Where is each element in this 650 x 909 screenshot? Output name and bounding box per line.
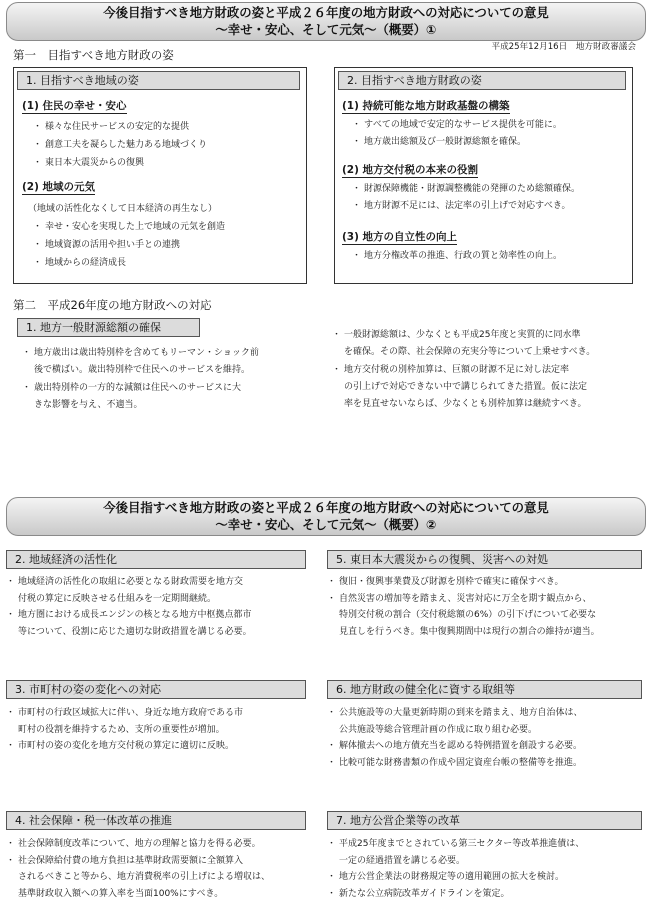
sub-regional-vitality: (2) 地域の元気	[22, 181, 96, 193]
s2-header: 2. 地域経済の活性化	[6, 550, 306, 569]
s7-body: ・ 平成25年度までとされている第三セクター等改革推進債は、 一定の経過措置を講じる必要。 ・ 地方公営企業法の財務規定等の適用範囲の拡大を検討。 ・ 新たな公立病院改革ガイドラインを策定。	[327, 839, 585, 899]
list-item: ・ 地方分権改革の推進、行政の質と効率性の向上。	[352, 248, 562, 265]
sub-local-autonomy: (3) 地方の自立性の向上	[342, 231, 458, 243]
s6-header: 6. 地方財政の健全化に資する取組等	[327, 680, 642, 699]
list-item: ・ 幸せ・安心を実現した上で地域の元気を創造	[33, 218, 225, 236]
part1-right-item-1: ・ 一般財源総額は、少なくとも平成25年度と実質的に同水準 を確保。その際、社会保障の充実分等について上乗せすべき。	[332, 330, 596, 357]
sub-sustainable-base: (1) 持続可能な地方財政基盤の構築	[342, 100, 510, 112]
part1-header: 1. 地方一般財源総額の確保	[17, 318, 200, 337]
slide2-title-line1: 今後目指すべき地方財政の姿と平成２６年度の地方財政への対応についての意見	[103, 500, 549, 515]
s4-header: 4. 社会保障・税一体改革の推進	[6, 811, 306, 830]
s3-body: ・ 市町村の行政区域拡大に伴い、身近な地方政府である市 町村の役割を維持するため、支所の重要性が増加。 ・ 市町村の姿の変化を地方交付税の算定に適切に反映。	[6, 708, 244, 751]
sub-resident-happiness: (1) 住民の幸せ・安心	[22, 100, 127, 112]
list-sustainable-base	[352, 117, 562, 150]
slide2-title-line2: ～幸せ・安心、そして元気～（概要）②	[215, 517, 437, 532]
slide1-title-banner	[6, 2, 646, 41]
note-regional-vitality: （地域の活性化なくして日本経済の再生なし）	[28, 204, 218, 214]
list-item: ・ 地方歳出総額及び一般財源総額を確保。	[352, 134, 562, 151]
list-regional-vitality	[33, 218, 225, 272]
list-item: ・ すべての地域で安定的なサービス提供を可能に。	[352, 117, 562, 134]
list-item: ・ 東日本大震災からの復興	[33, 154, 207, 172]
list-resident-happiness	[33, 118, 207, 172]
list-item: ・ 創意工夫を凝らした魅力ある地域づくり	[33, 136, 207, 154]
part1-right-item-2: ・ 地方交付税の別枠加算は、巨額の財源不足に対し法定率 の引上げで対応できない中で講じられてきた措置。仮に法定 率を見直せないならば、少なくとも別枠加算は継続すべき。	[332, 365, 588, 409]
part1-left-item-2: ・ 歳出特別枠の一方的な減額は住民へのサービスに大 きな影響を与え、不適当。	[22, 383, 242, 410]
date-organization: 平成25年12月16日 地方財政審議会	[491, 42, 636, 52]
s5-header: 5. 東日本大震災からの復興、災害への対処	[327, 550, 642, 569]
list-local-autonomy	[352, 248, 562, 265]
box-fiscal-vision-header: 2. 目指すべき地方財政の姿	[338, 71, 626, 90]
section2-heading: 第二 平成26年度の地方財政への対応	[13, 298, 212, 312]
list-item: ・ 地域資源の活用や担い手との連携	[33, 236, 225, 254]
section1-heading: 第一 目指すべき地方財政の姿	[13, 48, 174, 62]
slide2-title-banner	[6, 497, 646, 536]
s2-body: ・ 地域経済の活性化の取組に必要となる財政需要を地方交 付税の算定に反映させる仕組みを一定期間継続。 ・ 地方圏における成長エンジンの核となる地方中枢拠点都市 等について、役割に応じた適切な財政措置を講じる必要。	[6, 577, 252, 637]
s7-header: 7. 地方公営企業等の改革	[327, 811, 642, 830]
part1-left-item-1: ・ 地方歳出は歳出特別枠を含めてもリーマン・ショック前 後で横ばい。歳出特別枠で住民へのサービスを維持。	[22, 348, 259, 375]
s3-header: 3. 市町村の姿の変化への対応	[6, 680, 306, 699]
s6-body: ・ 公共施設等の大量更新時期の到来を踏まえ、地方自治体は、 公共施設等総合管理計画の作成に取り組む必要。 ・ 解体撤去への地方債充当を認める特例措置を創設する必要。 ・ 比較可能な財務書類の作成や固定資産台帳の整備等を推進。	[327, 708, 583, 768]
sub-local-allocation-tax: (2) 地方交付税の本来の役割	[342, 164, 479, 176]
list-item: ・ 様々な住民サービスの安定的な提供	[33, 118, 207, 136]
slide1-title-line1: 今後目指すべき地方財政の姿と平成２６年度の地方財政への対応についての意見	[103, 5, 549, 20]
s5-body: ・ 復旧・復興事業費及び財源を別枠で確実に確保すべき。 ・ 自然災害の増加等を踏まえ、災害対応に万全を期す観点から、 特別交付税の割合（交付税総額の6%）の引下げについて必要な 見直しを行うべき。集中復興期間中は現行の割合の維持が適当。	[327, 577, 600, 637]
box-regional-vision-header: 1. 目指すべき地域の姿	[17, 71, 300, 90]
list-item: ・ 地方財源不足には、法定率の引上げで対応すべき。	[352, 198, 580, 215]
slide1-title-line2: ～幸せ・安心、そして元気～（概要）①	[215, 22, 437, 37]
list-item: ・ 財源保障機能・財源調整機能の発揮のため総額確保。	[352, 181, 580, 198]
s4-body: ・ 社会保障制度改革について、地方の理解と協力を得る必要。 ・ 社会保障給付費の地方負担は基準財政需要額に全額算入 されるべきこと等から、地方消費税率の引上げによる増収は、 基準財政収入額への算入率を当面100%にすべき。	[6, 839, 271, 899]
list-item: ・ 地域からの経済成長	[33, 254, 225, 272]
list-local-allocation-tax	[352, 181, 580, 214]
